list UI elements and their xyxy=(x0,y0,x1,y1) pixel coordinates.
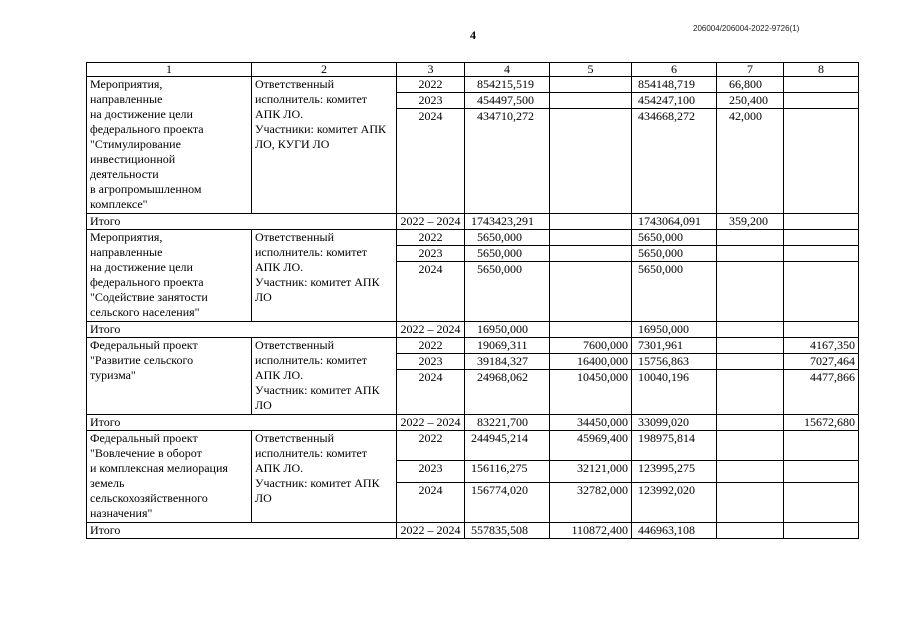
value-cell: 19069,311 xyxy=(465,338,550,354)
value-cell: 10450,000 xyxy=(550,370,632,415)
value-cell: 5650,000 xyxy=(465,230,550,246)
value-cell xyxy=(717,370,784,415)
value-cell: 45969,400 xyxy=(550,431,632,461)
value-cell: 250,400 xyxy=(717,93,784,109)
value-cell: 7301,961 xyxy=(632,338,717,354)
total-label: Итого xyxy=(87,415,397,431)
col-header: 8 xyxy=(784,63,859,77)
value-cell: 123995,275 xyxy=(632,461,717,483)
value-cell: 66,800 xyxy=(717,77,784,93)
value-cell xyxy=(784,77,859,93)
measure-name-cell: Мероприятия, направленные на достижение цели федерального проекта "Стимулирование инвестиционной деятельности в агропромышленном комплексе" xyxy=(87,77,252,214)
responsible-cell: Ответственный исполнитель: комитет АПК ЛО. Участники: комитет АПК ЛО, КУГИ ЛО xyxy=(252,77,397,214)
value-cell: 198975,814 xyxy=(632,431,717,461)
value-cell: 5650,000 xyxy=(465,262,550,322)
value-cell xyxy=(717,262,784,322)
value-cell: 32121,000 xyxy=(550,461,632,483)
value-cell: 454247,100 xyxy=(632,93,717,109)
year-cell: 2023 xyxy=(397,354,465,370)
value-cell xyxy=(784,322,859,338)
year-range-cell: 2022 – 2024 xyxy=(397,523,465,539)
value-cell: 446963,108 xyxy=(632,523,717,539)
value-cell: 83221,700 xyxy=(465,415,550,431)
year-cell: 2022 xyxy=(397,338,465,354)
year-cell: 2022 xyxy=(397,77,465,93)
value-cell xyxy=(717,415,784,431)
value-cell: 16400,000 xyxy=(550,354,632,370)
value-cell xyxy=(717,230,784,246)
value-cell: 156116,275 xyxy=(465,461,550,483)
value-cell: 16950,000 xyxy=(465,322,550,338)
total-label: Итого xyxy=(87,214,397,230)
value-cell: 854148,719 xyxy=(632,77,717,93)
value-cell xyxy=(550,214,632,230)
page-number: 4 xyxy=(470,28,476,42)
col-header: 7 xyxy=(717,63,784,77)
value-cell xyxy=(550,77,632,93)
year-cell: 2024 xyxy=(397,483,465,523)
value-cell xyxy=(717,322,784,338)
total-row xyxy=(87,523,859,539)
year-cell: 2024 xyxy=(397,262,465,322)
value-cell: 42,000 xyxy=(717,109,784,214)
value-cell: 7027,464 xyxy=(784,354,859,370)
budget-table xyxy=(86,62,859,539)
document-id: 206004/206004-2022-9726(1) xyxy=(693,24,800,33)
value-cell: 7600,000 xyxy=(550,338,632,354)
value-cell: 434668,272 xyxy=(632,109,717,214)
year-cell: 2024 xyxy=(397,109,465,214)
value-cell: 4167,350 xyxy=(784,338,859,354)
value-cell xyxy=(550,93,632,109)
total-label: Итого xyxy=(87,322,397,338)
value-cell: 4477,866 xyxy=(784,370,859,415)
value-cell: 10040,196 xyxy=(632,370,717,415)
total-row xyxy=(87,415,859,431)
value-cell xyxy=(550,322,632,338)
col-header: 2 xyxy=(252,63,397,77)
value-cell xyxy=(717,246,784,262)
value-cell: 156774,020 xyxy=(465,483,550,523)
value-cell xyxy=(784,483,859,523)
year-range-cell: 2022 – 2024 xyxy=(397,415,465,431)
value-cell xyxy=(784,109,859,214)
total-row xyxy=(87,214,859,230)
value-cell xyxy=(717,523,784,539)
value-cell xyxy=(717,483,784,523)
measure-name-cell: Федеральный проект "Развитие сельского туризма" xyxy=(87,338,252,415)
year-cell: 2022 xyxy=(397,230,465,246)
year-range-cell: 2022 – 2024 xyxy=(397,214,465,230)
year-range-cell: 2022 – 2024 xyxy=(397,322,465,338)
responsible-cell: Ответственный исполнитель: комитет АПК ЛО. Участник: комитет АПК ЛО xyxy=(252,230,397,322)
table-row xyxy=(87,338,859,354)
value-cell: 244945,214 xyxy=(465,431,550,461)
value-cell xyxy=(550,230,632,246)
value-cell: 16950,000 xyxy=(632,322,717,338)
table-row xyxy=(87,77,859,93)
value-cell xyxy=(784,93,859,109)
value-cell: 15672,680 xyxy=(784,415,859,431)
value-cell: 1743423,291 xyxy=(465,214,550,230)
column-header-row xyxy=(87,63,859,77)
value-cell: 5650,000 xyxy=(465,246,550,262)
value-cell: 557835,508 xyxy=(465,523,550,539)
value-cell: 15756,863 xyxy=(632,354,717,370)
value-cell xyxy=(717,354,784,370)
year-cell: 2023 xyxy=(397,246,465,262)
col-header: 1 xyxy=(87,63,252,77)
value-cell xyxy=(784,461,859,483)
year-cell: 2024 xyxy=(397,370,465,415)
value-cell: 359,200 xyxy=(717,214,784,230)
value-cell xyxy=(717,338,784,354)
measure-name-cell: Федеральный проект "Вовлечение в оборот и комплексная мелиорация земель сельскохозяйственного назначения" xyxy=(87,431,252,523)
year-cell: 2023 xyxy=(397,93,465,109)
measure-name-cell: Мероприятия, направленные на достижение цели федерального проекта "Содействие занятости сельского населения" xyxy=(87,230,252,322)
value-cell: 34450,000 xyxy=(550,415,632,431)
value-cell: 454497,500 xyxy=(465,93,550,109)
col-header: 5 xyxy=(550,63,632,77)
responsible-cell: Ответственный исполнитель: комитет АПК ЛО. Участник: комитет АПК ЛО xyxy=(252,431,397,523)
value-cell xyxy=(784,523,859,539)
col-header: 4 xyxy=(465,63,550,77)
value-cell: 5650,000 xyxy=(632,262,717,322)
value-cell: 32782,000 xyxy=(550,483,632,523)
value-cell xyxy=(717,431,784,461)
value-cell xyxy=(784,214,859,230)
value-cell xyxy=(784,230,859,246)
value-cell: 39184,327 xyxy=(465,354,550,370)
col-header: 6 xyxy=(632,63,717,77)
total-row xyxy=(87,322,859,338)
value-cell: 1743064,091 xyxy=(632,214,717,230)
year-cell: 2022 xyxy=(397,431,465,461)
responsible-cell: Ответственный исполнитель: комитет АПК ЛО. Участник: комитет АПК ЛО xyxy=(252,338,397,415)
value-cell: 5650,000 xyxy=(632,246,717,262)
value-cell: 434710,272 xyxy=(465,109,550,214)
table-row xyxy=(87,230,859,246)
value-cell: 33099,020 xyxy=(632,415,717,431)
value-cell: 123992,020 xyxy=(632,483,717,523)
table-row xyxy=(87,431,859,461)
value-cell xyxy=(784,431,859,461)
value-cell xyxy=(784,246,859,262)
value-cell xyxy=(784,262,859,322)
value-cell: 110872,400 xyxy=(550,523,632,539)
value-cell xyxy=(550,262,632,322)
year-cell: 2023 xyxy=(397,461,465,483)
col-header: 3 xyxy=(397,63,465,77)
value-cell: 854215,519 xyxy=(465,77,550,93)
value-cell xyxy=(550,109,632,214)
value-cell: 5650,000 xyxy=(632,230,717,246)
value-cell xyxy=(717,461,784,483)
total-label: Итого xyxy=(87,523,397,539)
value-cell: 24968,062 xyxy=(465,370,550,415)
value-cell xyxy=(550,246,632,262)
